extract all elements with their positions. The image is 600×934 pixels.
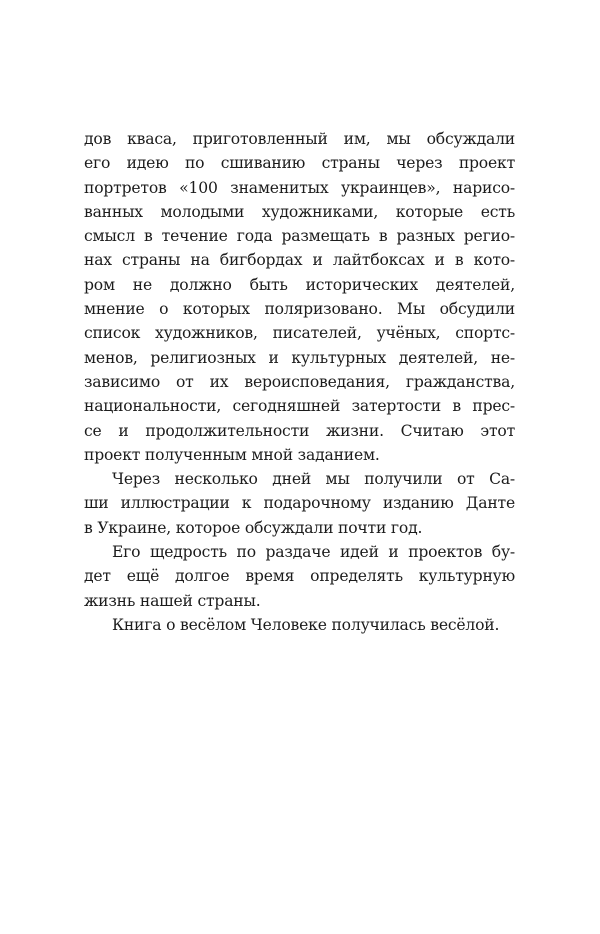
text-line: проект полученным мной заданием. (84, 445, 380, 464)
text-line: дов кваса, приготовленный им, мы обсуждали (84, 130, 515, 148)
text-line: Книга о весёлом Человеке получилась весёлой. (112, 615, 500, 634)
text-line: ванных молодыми художниками, которые есть (84, 202, 515, 221)
text-line: смысл в течение года размещать в разных регио- (84, 227, 515, 246)
paragraph (84, 540, 515, 613)
text-line: Через несколько дней мы получили от Са- (112, 470, 515, 489)
text-line: ром не должно быть исторических деятелей, (84, 275, 515, 294)
text-line: мнение о которых поляризовано. Мы обсудили (84, 300, 515, 319)
paragraph (84, 613, 515, 637)
book-page-text (84, 127, 515, 637)
paragraph (84, 467, 515, 540)
text-line: менов, религиозных и культурных деятелей, не- (84, 348, 515, 367)
text-line: Его щедрость по раздаче идей и проектов бу- (112, 543, 515, 562)
text-line: нах страны на бигбордах и лайтбоксах и в кото- (84, 251, 515, 270)
text-line: ши иллюстрации к подарочному изданию Данте (84, 494, 515, 513)
text-line: зависимо от их вероисповедания, гражданства, (84, 372, 515, 391)
text-line: се и продолжительности жизни. Считаю этот (84, 421, 515, 440)
text-line: в Украине, которое обсуждали почти год. (84, 518, 423, 537)
text-line: портретов «100 знаменитых украинцев», нарисо- (84, 178, 515, 197)
text-line: национальности, сегодняшней затертости в прес- (84, 397, 515, 416)
text-line: жизнь нашей страны. (84, 591, 261, 610)
paragraph (84, 127, 515, 467)
text-line: его идею по сшиванию страны через проект (84, 154, 515, 173)
text-line: дет ещё долгое время определять культурную (84, 567, 515, 586)
text-line: список художников, писателей, учёных, спортс- (84, 324, 515, 343)
